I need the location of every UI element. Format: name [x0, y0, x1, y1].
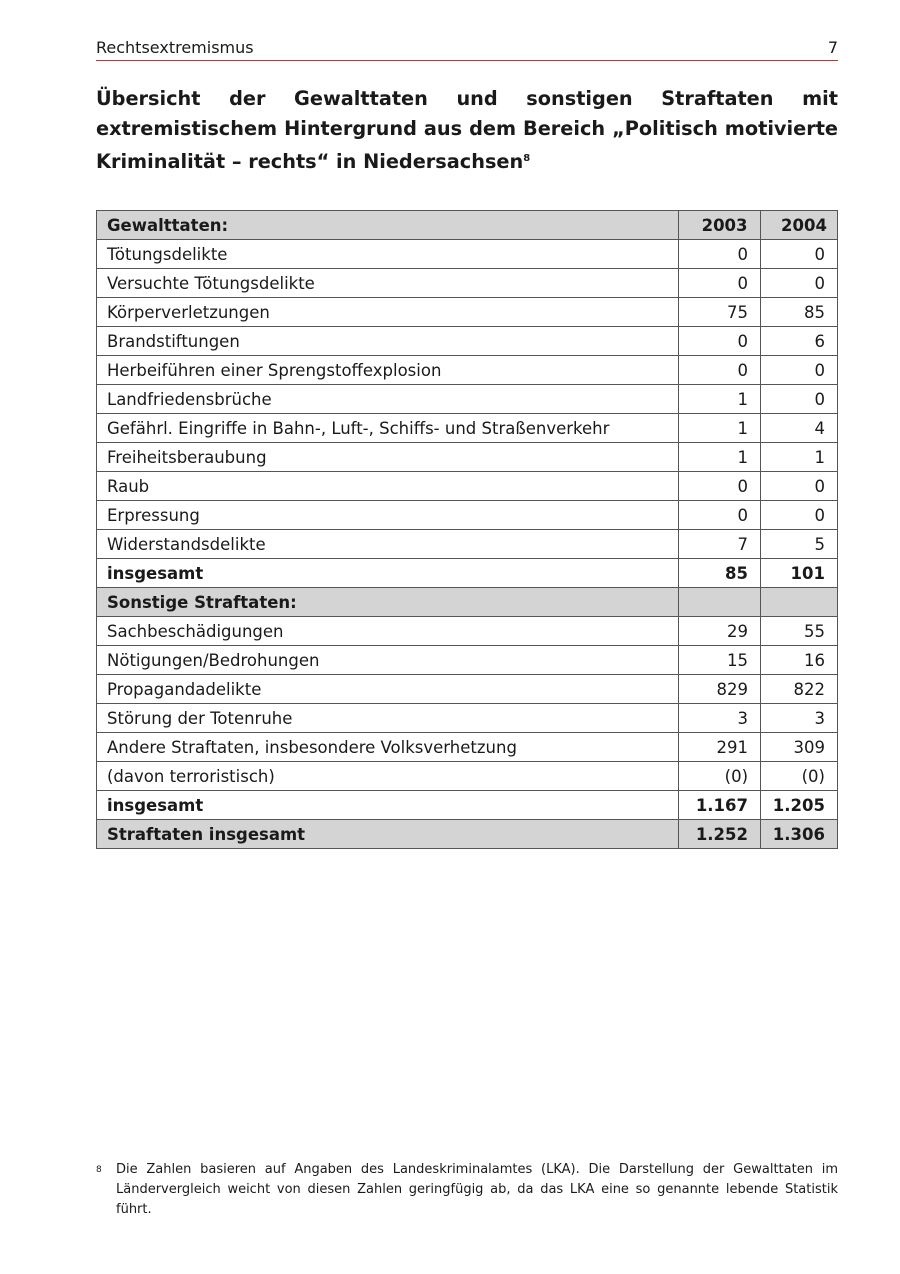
value-2004: 101 — [761, 559, 838, 588]
table-row — [97, 530, 838, 559]
value-2003: 1 — [679, 443, 761, 472]
table-row — [97, 298, 838, 327]
value-2003: 7 — [679, 530, 761, 559]
value-2004: 822 — [761, 675, 838, 704]
value-2003: 291 — [679, 733, 761, 762]
table-row — [97, 762, 838, 791]
value-2004: 0 — [761, 240, 838, 269]
heading-text: Übersicht der Gewalttaten und sonstigen Straftaten mit extremistischem Hintergrund aus dem Bereich „Politisch motivierte Kriminalität – rechts“ in Niedersachsen — [96, 87, 838, 173]
value-2004: (0) — [761, 762, 838, 791]
table-row — [97, 414, 838, 443]
value-2004: 55 — [761, 617, 838, 646]
row-label: Nötigungen/Bedrohungen — [97, 646, 679, 675]
value-2003: 1 — [679, 414, 761, 443]
row-label: (davon terroristisch) — [97, 762, 679, 791]
value-2004 — [761, 588, 838, 617]
value-2004: 309 — [761, 733, 838, 762]
footnote-reference: 8 — [523, 153, 531, 164]
footnote-mark: 8 — [96, 1165, 102, 1175]
table-row — [97, 356, 838, 385]
statistics-table-body — [97, 211, 838, 849]
row-label: Sachbeschädigungen — [97, 617, 679, 646]
running-header — [96, 38, 838, 61]
value-2004: 3 — [761, 704, 838, 733]
value-2003: 85 — [679, 559, 761, 588]
value-2004: 4 — [761, 414, 838, 443]
violent-crimes-header: Gewalttaten: — [97, 211, 679, 240]
row-label: Gefährl. Eingriffe in Bahn-, Luft-, Schiffs- und Straßenverkehr — [97, 414, 679, 443]
footnote — [96, 1160, 838, 1220]
row-label: Sonstige Straftaten: — [97, 588, 679, 617]
value-2004: 0 — [761, 385, 838, 414]
value-2003: 1 — [679, 385, 761, 414]
grand-total-row — [97, 820, 838, 849]
table-row — [97, 646, 838, 675]
row-label: Propagandadelikte — [97, 675, 679, 704]
table-row — [97, 472, 838, 501]
value-2004: 1.306 — [761, 820, 838, 849]
row-label: insgesamt — [97, 559, 679, 588]
row-label: Körperverletzungen — [97, 298, 679, 327]
value-2003: (0) — [679, 762, 761, 791]
value-2003: 75 — [679, 298, 761, 327]
row-label: insgesamt — [97, 791, 679, 820]
page-number: 7 — [827, 38, 838, 57]
row-label: Freiheitsberaubung — [97, 443, 679, 472]
row-label: Erpressung — [97, 501, 679, 530]
value-2003: 0 — [679, 327, 761, 356]
page-heading — [96, 84, 838, 177]
value-2004: 1.205 — [761, 791, 838, 820]
other-crimes-header-row — [97, 588, 838, 617]
footnote-text: Die Zahlen basieren auf Angaben des Landeskriminalamtes (LKA). Die Darstellung der Gewalttaten im Ländervergleich weicht von diesen Zahlen geringfügig ab, da das LKA eine so genannte lebende Statistik führt. — [116, 1162, 838, 1217]
value-2004: 0 — [761, 501, 838, 530]
row-label: Raub — [97, 472, 679, 501]
value-2004: 1 — [761, 443, 838, 472]
value-2003: 1.252 — [679, 820, 761, 849]
row-label: Störung der Totenruhe — [97, 704, 679, 733]
row-label: Straftaten insgesamt — [97, 820, 679, 849]
value-2004: 85 — [761, 298, 838, 327]
value-2004: 0 — [761, 269, 838, 298]
section-title: Rechtsextremismus — [96, 38, 254, 57]
value-2003: 15 — [679, 646, 761, 675]
row-label: Landfriedensbrüche — [97, 385, 679, 414]
table-row — [97, 501, 838, 530]
column-header-2004: 2004 — [761, 211, 838, 240]
value-2003: 1.167 — [679, 791, 761, 820]
value-2004: 0 — [761, 356, 838, 385]
value-2003: 0 — [679, 240, 761, 269]
table-row — [97, 704, 838, 733]
statistics-table — [96, 210, 838, 849]
table-row — [97, 240, 838, 269]
column-header-2003: 2003 — [679, 211, 761, 240]
row-label: Tötungsdelikte — [97, 240, 679, 269]
value-2003: 0 — [679, 269, 761, 298]
table-row — [97, 327, 838, 356]
value-2004: 16 — [761, 646, 838, 675]
table-header-row — [97, 211, 838, 240]
value-2003 — [679, 588, 761, 617]
row-label: Widerstandsdelikte — [97, 530, 679, 559]
table-row — [97, 733, 838, 762]
table-row — [97, 443, 838, 472]
value-2003: 0 — [679, 472, 761, 501]
value-2003: 0 — [679, 501, 761, 530]
other-crimes-total-row — [97, 791, 838, 820]
row-label: Brandstiftungen — [97, 327, 679, 356]
value-2003: 3 — [679, 704, 761, 733]
table-row — [97, 385, 838, 414]
value-2003: 0 — [679, 356, 761, 385]
table-row — [97, 617, 838, 646]
value-2003: 829 — [679, 675, 761, 704]
row-label: Andere Straftaten, insbesondere Volksverhetzung — [97, 733, 679, 762]
row-label: Versuchte Tötungsdelikte — [97, 269, 679, 298]
violent-crimes-total-row — [97, 559, 838, 588]
value-2004: 6 — [761, 327, 838, 356]
value-2004: 0 — [761, 472, 838, 501]
row-label: Herbeiführen einer Sprengstoffexplosion — [97, 356, 679, 385]
value-2004: 5 — [761, 530, 838, 559]
table-row — [97, 269, 838, 298]
value-2003: 29 — [679, 617, 761, 646]
table-row — [97, 675, 838, 704]
